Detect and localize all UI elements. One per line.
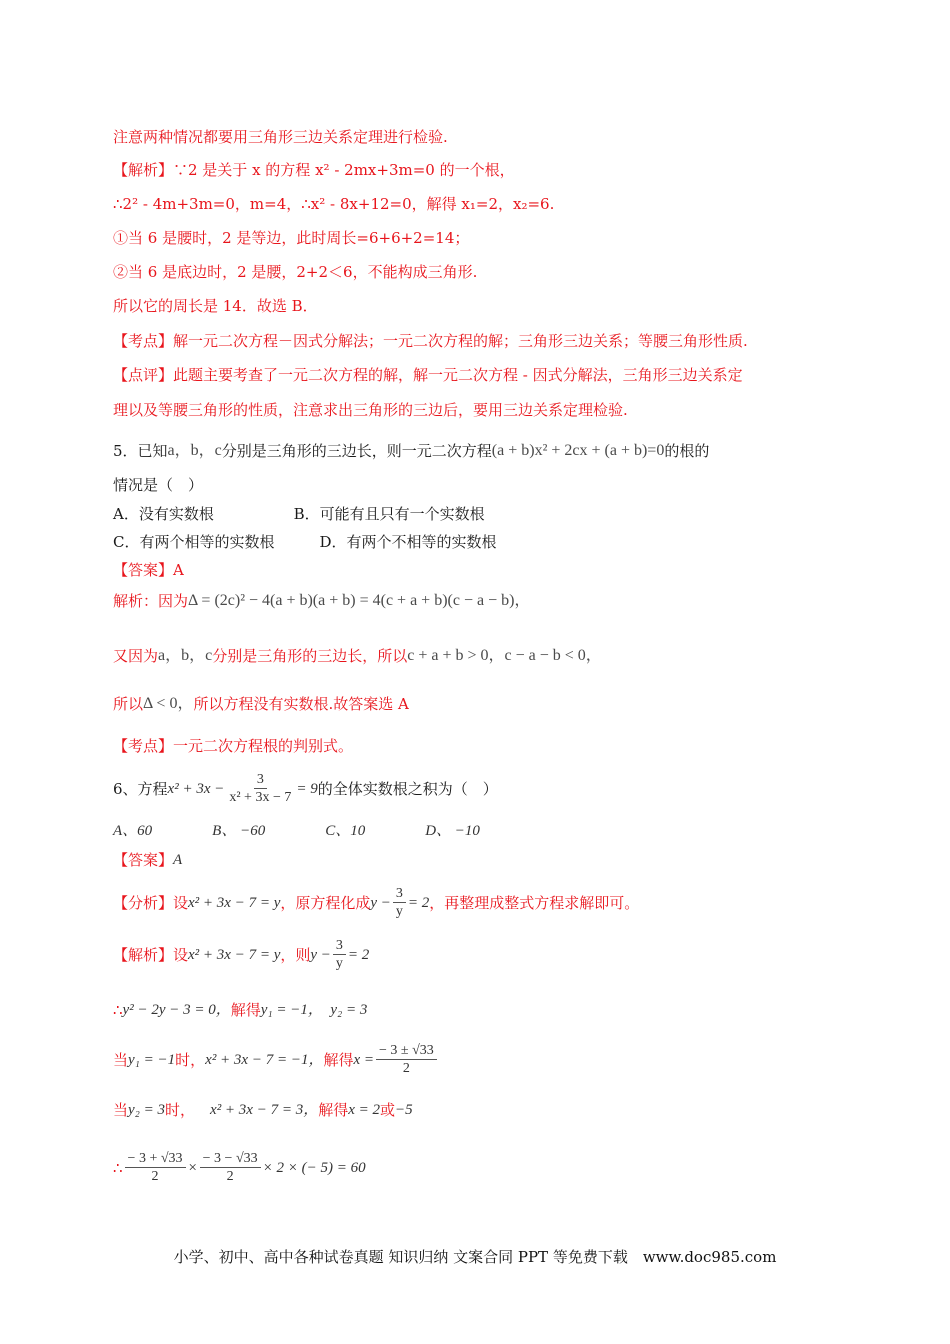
math-expression: c + a + b > 0，c − a − b < 0， (407, 647, 602, 664)
text-line (113, 475, 203, 495)
fraction-denominator: 2 (226, 1169, 234, 1184)
text-segment: 【点评】此题主要考查了一元二次方程的解，解一元二次方程 - 因式分解法，三角形三边关系定 (113, 366, 743, 384)
text-line (113, 441, 709, 461)
text-segment: 当 (113, 1101, 129, 1119)
math-expression: y₁ = −1， y₂ = 3 (260, 1002, 368, 1018)
text-segment: 解得 (230, 1001, 261, 1019)
text-segment: D．有两个不相等的实数根 (274, 533, 497, 551)
math-expression: A、60 B、 −60 C、10 D、 −10 (113, 823, 480, 839)
math-expression: × 2 × (− 5) = 60 (262, 1159, 366, 1176)
text-segment: 【答案】 (113, 851, 174, 869)
math-expression: = 9 (296, 780, 318, 797)
page-footer: 小学、初中、高中各种试卷真题 知识归纳 文案合同 PPT 等免费下载 www.doc985.com (173, 1248, 777, 1266)
math-expression: (a + b)x² + 2cx + (a + b)=0 (491, 442, 665, 459)
math-expression: y − (370, 894, 391, 911)
text-line (113, 127, 448, 147)
text-line (113, 296, 318, 316)
fraction-denominator: y (395, 904, 403, 919)
math-expression: y₂ = 3 (128, 1102, 166, 1118)
math-expression: Δ < 0， (143, 695, 194, 712)
text-segment: 又因为 (113, 647, 159, 665)
text-segment: 理以及等腰三角形的性质，注意求出三角形的三边后，要用三边关系定理检验. (113, 401, 628, 419)
text-line (113, 262, 477, 282)
text-segment: 情况是（ ） (113, 476, 204, 494)
text-segment: C．有两个相等的实数根 (113, 533, 275, 551)
text-segment: B．可能有且只有一个实数根 (213, 505, 485, 523)
math-expression: = 2 (407, 894, 430, 911)
text-segment: ∴2² - 4m+3m=0，m=4，∴x² - 8x+12=0，解得 x₁=2，x₂=6. (113, 195, 555, 213)
text-segment: 【解析】设 (113, 945, 189, 964)
fraction-numerator: 3 (333, 937, 346, 955)
text-segment: ∴ (113, 1001, 123, 1019)
text-segment: ，再整理成整式方程求解即可。 (429, 893, 640, 912)
math-expression: × (187, 1159, 198, 1176)
text-segment: 当 (113, 1050, 129, 1069)
math-expression: A (173, 852, 183, 868)
fraction-denominator: x² + 3x − 7 (229, 790, 292, 805)
text-segment: 或 (380, 1101, 396, 1119)
math-expression: −5 (395, 1102, 413, 1118)
math-expression: x = 2 (348, 1102, 381, 1118)
text-segment: 【解析】∵2 是关于 x 的方程 x² - 2mx+3m=0 的一个根， (113, 161, 515, 179)
fraction (376, 1042, 437, 1077)
text-line (113, 365, 743, 385)
fraction (333, 937, 346, 972)
fraction (393, 885, 406, 920)
text-line (113, 1000, 367, 1020)
text-segment: ∴ (113, 1158, 123, 1177)
text-segment: 的全体实数根之积为（ ） (317, 779, 498, 798)
text-line (113, 194, 554, 214)
math-expression: x = (353, 1051, 375, 1068)
fraction-numerator: − 3 ± √33 (376, 1042, 437, 1060)
text-line (113, 885, 639, 920)
fraction-numerator: 3 (393, 885, 406, 903)
text-line (113, 937, 369, 972)
text-segment: 解析：因为 (113, 592, 189, 610)
math-expression: x² + 3x − 7 = y (188, 894, 281, 911)
fraction-numerator: 3 (254, 771, 267, 789)
text-segment: 所以方程没有实数根.故答案选 A (193, 695, 409, 713)
text-segment: 分别是三角形的三边长，则一元二次方程 (221, 442, 492, 460)
math-expression: x² + 3x − 7 = 3， (195, 1102, 319, 1118)
text-segment: A．没有实数根 (113, 505, 214, 523)
text-line (113, 160, 515, 180)
math-expression: x² + 3x − 7 = y (188, 946, 281, 963)
math-expression: Δ = (2c)² − 4(a + b)(a + b) = 4(c + a + b)(c − a − b)， (188, 592, 531, 609)
math-expression: y² − 2y − 3 = 0， (122, 1002, 231, 1018)
text-segment: 时， (165, 1101, 196, 1119)
text-line (113, 400, 628, 420)
text-line (113, 591, 530, 611)
text-line (113, 228, 469, 248)
fraction (200, 1150, 261, 1185)
text-line (113, 1100, 413, 1120)
text-segment: 分别是三角形的三边长，所以 (212, 647, 408, 665)
math-expression: a，b，c (167, 442, 222, 459)
text-line (113, 850, 182, 870)
fraction-denominator: 2 (151, 1169, 159, 1184)
fraction (125, 1150, 186, 1185)
text-segment: 【考点】一元二次方程根的判别式。 (113, 737, 354, 755)
math-expression: x² + 3x − 7 = −1， (205, 1051, 324, 1068)
text-line (113, 736, 353, 756)
text-segment: 【考点】解一元二次方程－因式分解法；一元二次方程的解；三角形三边关系；等腰三角形性质. (113, 332, 748, 350)
text-segment: 6、方程 (113, 779, 168, 798)
text-segment: 所以 (113, 695, 144, 713)
text-line (113, 694, 409, 714)
text-line (113, 504, 485, 524)
text-segment: ①当 6 是腰时，2 是等边，此时周长=6+6+2=14； (113, 229, 470, 247)
text-line (113, 532, 497, 552)
text-line (113, 771, 498, 806)
text-segment: 解得 (323, 1050, 354, 1069)
text-line (113, 1150, 366, 1185)
text-segment: 解得 (318, 1101, 349, 1119)
text-segment: 注意两种情况都要用三角形三边关系定理进行检验. (113, 128, 448, 146)
text-segment: ，则 (280, 945, 311, 964)
text-line (113, 821, 480, 841)
fraction-numerator: − 3 + √33 (125, 1150, 186, 1168)
text-segment: ②当 6 是底边时，2 是腰，2+2＜6，不能构成三角形. (113, 263, 478, 281)
fraction-denominator: y (335, 956, 343, 971)
math-expression: y − (310, 946, 331, 963)
math-expression: y₁ = −1 (128, 1051, 176, 1068)
text-segment: ，原方程化成 (280, 893, 371, 912)
text-segment: 的根的 (664, 442, 710, 460)
math-expression: a，b，c (158, 647, 213, 664)
text-segment: 时， (175, 1050, 206, 1069)
fraction-denominator: 2 (402, 1061, 410, 1076)
text-line (113, 1042, 439, 1077)
text-line (113, 560, 184, 580)
text-segment: 所以它的周长是 14．故选 B． (113, 297, 318, 315)
text-line (113, 331, 748, 351)
fraction (226, 771, 294, 806)
math-expression: x² + 3x − (167, 780, 225, 797)
text-line (113, 646, 602, 666)
text-segment: 5．已知 (113, 442, 168, 460)
text-segment: 【答案】A (113, 561, 184, 579)
text-segment: 【分析】设 (113, 893, 189, 912)
math-expression: = 2 (347, 946, 370, 963)
fraction-numerator: − 3 − √33 (200, 1150, 261, 1168)
